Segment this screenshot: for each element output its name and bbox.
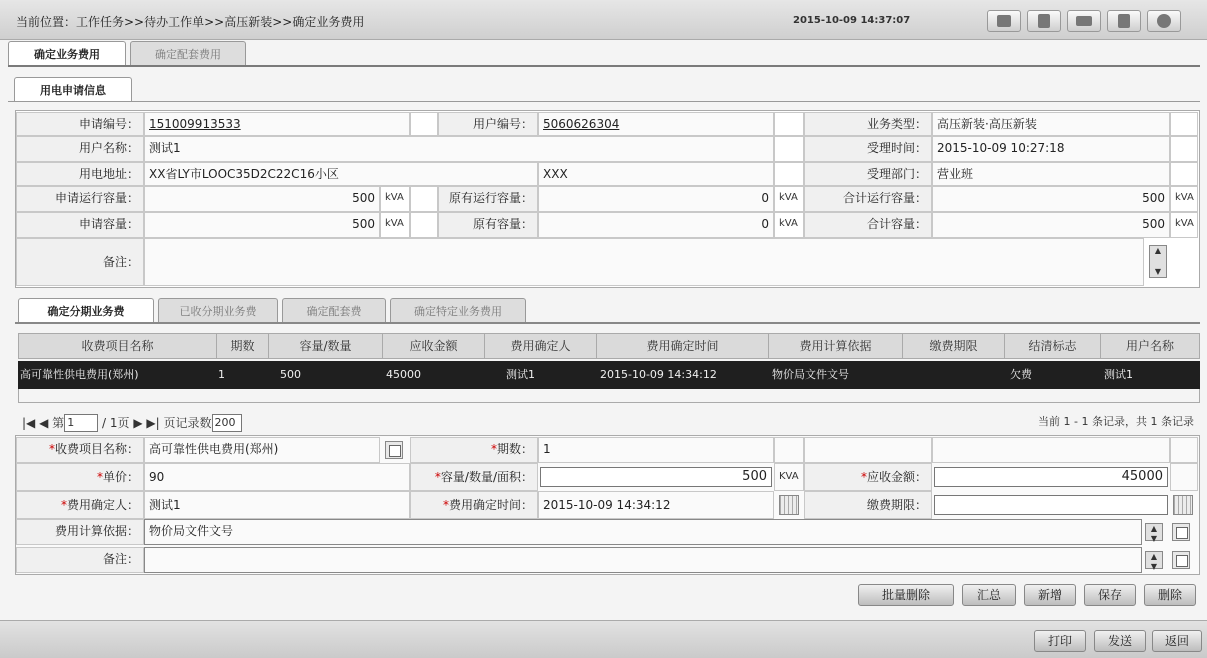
next-page-icon[interactable]: ▶ xyxy=(133,415,143,430)
confirmer-label: * 费用确定人： xyxy=(16,491,144,519)
send-button[interactable]: 发送 xyxy=(1094,630,1146,652)
deadline-label: 缴费期限： xyxy=(804,491,932,519)
mail-icon xyxy=(1076,16,1092,26)
user-no-label: 用户编号： xyxy=(438,112,538,136)
table-row[interactable] xyxy=(18,361,1200,389)
prev-page-icon[interactable]: ◀ xyxy=(39,415,49,430)
spin-up-icon[interactable]: ▲ xyxy=(1150,524,1158,533)
spin-down-icon[interactable]: ▼ xyxy=(1150,562,1158,571)
accept-time-label: 受理时间： xyxy=(804,136,932,162)
blank-cell xyxy=(804,437,932,463)
apply-run-cap-value: 500 xyxy=(144,186,380,212)
back-button[interactable]: 返回 xyxy=(1152,630,1202,652)
blank-cell xyxy=(1170,437,1198,463)
page-total: / 1页 xyxy=(102,415,130,430)
quantity-label: * 容量/数量/面积： xyxy=(410,463,538,491)
total-run-cap-value: 500 xyxy=(932,186,1170,212)
address-extra-value: XXX xyxy=(538,162,774,186)
deadline-calendar-icon[interactable] xyxy=(1173,495,1193,515)
biz-type-value: 高压新装·高压新装 xyxy=(932,112,1170,136)
batch-delete-button[interactable]: 批量删除 xyxy=(858,584,954,606)
toolbar-button-2[interactable] xyxy=(1027,10,1061,32)
col-basis[interactable]: 费用计算依据 xyxy=(769,334,903,358)
orig-cap-unit: kVA xyxy=(774,212,804,238)
toolbar-button-4[interactable] xyxy=(1107,10,1141,32)
address-label: 用电地址： xyxy=(16,162,144,186)
biz-type-label: 业务类型： xyxy=(804,112,932,136)
top-bar xyxy=(0,0,1207,40)
orig-run-cap-value: 0 xyxy=(538,186,774,212)
blank-cell xyxy=(774,162,804,186)
col-confirm-time[interactable]: 费用确定时间 xyxy=(597,334,769,358)
breadcrumb: 当前位置：工作任务>>待办工作单>>高压新装>>确定业务费用 xyxy=(16,15,365,29)
blank-cell xyxy=(774,112,804,136)
tab-collected-installment-fee[interactable]: 已收分期业务费 xyxy=(158,298,278,322)
apply-run-cap-label: 申请运行容量： xyxy=(16,186,144,212)
summary-button[interactable]: 汇总 xyxy=(962,584,1016,606)
blank-cell xyxy=(1170,136,1198,162)
blank-cell xyxy=(1170,463,1198,491)
page-size-input[interactable]: 200 xyxy=(212,414,242,432)
item-name-value: 高可靠性供电费用(郑州) xyxy=(144,437,380,463)
apply-run-cap-unit: kVA xyxy=(380,186,410,212)
unit-price-value: 90 xyxy=(144,463,410,491)
window-icon xyxy=(997,15,1011,27)
cell-deadline xyxy=(902,361,1004,389)
blank-cell xyxy=(410,186,438,212)
apply-cap-label: 申请容量： xyxy=(16,212,144,238)
basis-spinner[interactable] xyxy=(1145,523,1163,541)
page-size-label: 页记录数 xyxy=(163,415,212,430)
unit-price-label: * 单价： xyxy=(16,463,144,491)
user-name-label: 用户名称： xyxy=(16,136,144,162)
col-periods[interactable]: 期数 xyxy=(217,334,269,358)
confirm-time-value: 2015-10-09 14:34:12 xyxy=(538,491,774,519)
col-amount[interactable]: 应收金额 xyxy=(383,334,485,358)
toolbar-button-1[interactable] xyxy=(987,10,1021,32)
total-run-cap-unit: kVA xyxy=(1170,186,1198,212)
col-confirmer[interactable]: 费用确定人 xyxy=(485,334,597,358)
tab-divider xyxy=(8,65,1200,67)
blank-cell xyxy=(774,437,804,463)
bottom-bar xyxy=(0,620,1207,658)
remark-spinner[interactable] xyxy=(1145,551,1163,569)
confirmer-value: 测试1 xyxy=(144,491,410,519)
fee-table-header xyxy=(18,333,1200,359)
record-summary: 当前 1 - 1 条记录，共 1 条记录 xyxy=(1038,415,1194,428)
remark-textarea[interactable] xyxy=(144,238,1144,286)
sub-tabs xyxy=(0,298,540,322)
last-page-icon[interactable]: ▶| xyxy=(146,415,160,430)
col-settled[interactable]: 结清标志 xyxy=(1005,334,1101,358)
toolbar-button-5[interactable] xyxy=(1147,10,1181,32)
col-deadline[interactable]: 缴费期限 xyxy=(903,334,1005,358)
col-user-name[interactable]: 用户名称 xyxy=(1125,339,1174,353)
apply-no-label: 申请编号： xyxy=(16,112,144,136)
scroll-up-icon[interactable]: ▲ xyxy=(1154,246,1162,255)
basis-label: 费用计算依据： xyxy=(16,519,144,545)
help-icon xyxy=(1157,14,1171,28)
col-quantity[interactable]: 容量/数量 xyxy=(269,334,383,358)
remark-scrollbar[interactable] xyxy=(1149,245,1167,278)
toolbar-button-3[interactable] xyxy=(1067,10,1101,32)
blank-cell xyxy=(410,212,438,238)
quantity-unit: KVA xyxy=(774,463,804,491)
form-remark-input[interactable] xyxy=(144,547,1142,573)
section-divider xyxy=(8,101,1200,102)
cell-periods: 1 xyxy=(218,368,225,381)
tab-application-info[interactable]: 用电申请信息 xyxy=(14,77,132,102)
basis-input[interactable]: 物价局文件文号 xyxy=(144,519,1142,545)
blank-cell xyxy=(774,136,804,162)
orig-cap-value: 0 xyxy=(538,212,774,238)
accept-time-value: 2015-10-09 10:27:18 xyxy=(932,136,1170,162)
accept-dept-value: 营业班 xyxy=(932,162,1170,186)
top-tabs xyxy=(0,41,400,65)
calendar-icon[interactable] xyxy=(779,495,799,515)
section-tabs xyxy=(0,77,200,101)
page-prefix: 第 xyxy=(52,415,65,430)
remark-lookup-icon[interactable] xyxy=(1172,551,1190,569)
apply-cap-unit: kVA xyxy=(380,212,410,238)
periods-value: 1 xyxy=(538,437,774,463)
scroll-down-icon[interactable]: ▼ xyxy=(1154,267,1162,276)
delete-button[interactable]: 删除 xyxy=(1144,584,1196,606)
add-button[interactable]: 新增 xyxy=(1024,584,1076,606)
monitor-icon xyxy=(1038,14,1050,28)
cell-user-name: 测试1 xyxy=(1104,368,1133,381)
apply-no-link[interactable]: 151009913533 xyxy=(144,112,410,136)
total-cap-value: 500 xyxy=(932,212,1170,238)
print-button[interactable]: 打印 xyxy=(1034,630,1086,652)
accept-dept-label: 受理部门： xyxy=(804,162,932,186)
tab-supporting-fee[interactable]: 确定配套费 xyxy=(282,298,386,322)
blank-cell xyxy=(1170,112,1198,136)
remark-label: 备注： xyxy=(16,238,144,286)
blank-cell xyxy=(1170,162,1198,186)
user-name-value: 测试1 xyxy=(144,136,774,162)
item-name-label: * 收费项目名称： xyxy=(16,437,144,463)
spin-down-icon[interactable]: ▼ xyxy=(1150,534,1158,543)
cell-item-name: 高可靠性供电费用(郑州) xyxy=(20,368,139,381)
table-body-empty xyxy=(18,389,1200,403)
cell-quantity: 500 xyxy=(280,368,301,381)
exit-icon xyxy=(1118,14,1130,28)
apply-cap-value: 500 xyxy=(144,212,380,238)
lookup-icon[interactable] xyxy=(385,441,403,459)
deadline-input[interactable] xyxy=(934,495,1168,515)
cell-amount: 45000 xyxy=(386,368,421,381)
subtab-divider xyxy=(15,322,1200,324)
blank-cell xyxy=(410,112,438,136)
blank-cell xyxy=(932,437,1170,463)
amount-due-input[interactable]: 45000 xyxy=(934,467,1168,487)
first-page-icon[interactable]: |◀ xyxy=(22,415,36,430)
total-cap-unit: kVA xyxy=(1170,212,1198,238)
user-no-link[interactable]: 5060626304 xyxy=(538,112,774,136)
address-value: XX省LY市LOOC35D2C22C16小区 xyxy=(144,162,538,186)
confirm-time-label: * 费用确定时间： xyxy=(410,491,538,519)
page-input[interactable]: 1 xyxy=(64,414,98,432)
tab-installment-biz-fee[interactable]: 确定分期业务费 xyxy=(18,298,154,323)
save-button[interactable]: 保存 xyxy=(1084,584,1136,606)
total-run-cap-label: 合计运行容量： xyxy=(804,186,932,212)
quantity-input[interactable]: 500 xyxy=(540,467,772,487)
cell-settled: 欠费 xyxy=(1010,368,1032,381)
col-item-name[interactable]: 收费项目名称 xyxy=(19,334,217,358)
amount-due-label: * 应收金额： xyxy=(804,463,932,491)
pager xyxy=(22,412,242,433)
form-remark-label: 备注： xyxy=(16,547,144,573)
cell-confirm-time: 2015-10-09 14:34:12 xyxy=(600,368,717,381)
orig-run-cap-label: 原有运行容量： xyxy=(438,186,538,212)
orig-cap-label: 原有容量： xyxy=(438,212,538,238)
total-cap-label: 合计容量： xyxy=(804,212,932,238)
tab-confirm-biz-fee[interactable]: 确定业务费用 xyxy=(8,41,126,66)
cell-confirmer: 测试1 xyxy=(506,368,535,381)
cell-basis: 物价局文件文号 xyxy=(772,368,849,381)
orig-run-cap-unit: kVA xyxy=(774,186,804,212)
tab-confirm-supporting-fee[interactable]: 确定配套费用 xyxy=(130,41,246,65)
current-datetime: 2015-10-09 14:37:07 xyxy=(793,15,911,26)
periods-label: * 期数： xyxy=(410,437,538,463)
spin-up-icon[interactable]: ▲ xyxy=(1150,552,1158,561)
basis-lookup-icon[interactable] xyxy=(1172,523,1190,541)
tab-special-biz-fee[interactable]: 确定特定业务费用 xyxy=(390,298,526,322)
